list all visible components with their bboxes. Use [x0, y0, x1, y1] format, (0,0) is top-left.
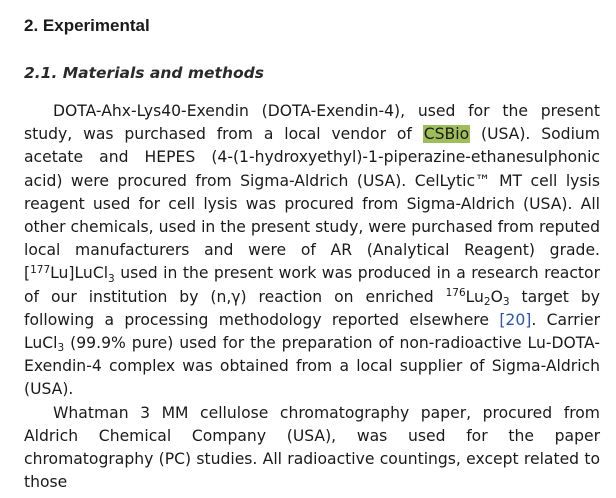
text-segment: used in the present work was produced in a research reactor of our institution by (n,γ) reaction on enriched — [24, 264, 600, 306]
highlighted-vendor: CSBio — [423, 125, 470, 144]
text-segment: (99.9% pure) used for the preparation of non-radioactive Lu-DOTA-Exendin-4 complex was obtained from a local supplier of Sigma-Aldrich (USA). — [24, 334, 600, 399]
section-heading: 2. Experimental — [24, 16, 150, 35]
reference-link[interactable]: [20] — [499, 310, 532, 329]
materials-paragraph — [24, 100, 600, 402]
count-subscript: 3 — [502, 295, 510, 308]
mass-number-superscript: 177 — [30, 263, 51, 276]
text-segment: Lu — [465, 287, 484, 306]
count-subscript: 3 — [57, 342, 65, 355]
paper-page — [24, 14, 600, 494]
count-subscript: 2 — [483, 295, 491, 308]
text-segment: DOTA-Ahx-Lys40-Exendin (DOTA-Exendin-4), used for the present study, was purchased from a local vendor of — [24, 102, 600, 144]
text-segment: (USA). Sodium acetate and HEPES (4-(1-hydroxyethyl)-1-piperazine-ethanesulphonic acid) were procured from Sigma-Aldrich (USA). CelLytic™ MT cell lysis reagent used for cell lysis was procured from Sigma-Aldrich (USA). All other chemicals, used in the present study, were purchased from reputed local manufacturers and were of AR (Analytical Reagent) grade. [ — [24, 125, 600, 283]
text-segment: target by following a processing methodology reported elsewhere — [24, 287, 600, 329]
mass-number-superscript: 176 — [445, 286, 466, 299]
chromatography-paragraph: Whatman 3 MM cellulose chromatography paper, procured from Aldrich Chemical Company (USA), was used for the paper chromatography (PC) studies. All radioactive countings, except related to those — [24, 403, 600, 492]
text-segment: . Carrier LuCl — [24, 310, 600, 353]
text-segment: Lu]LuCl — [50, 264, 109, 283]
subsection-heading: 2.1. Materials and methods — [24, 64, 264, 82]
count-subscript: 3 — [108, 272, 115, 285]
text-segment: O — [490, 287, 503, 306]
